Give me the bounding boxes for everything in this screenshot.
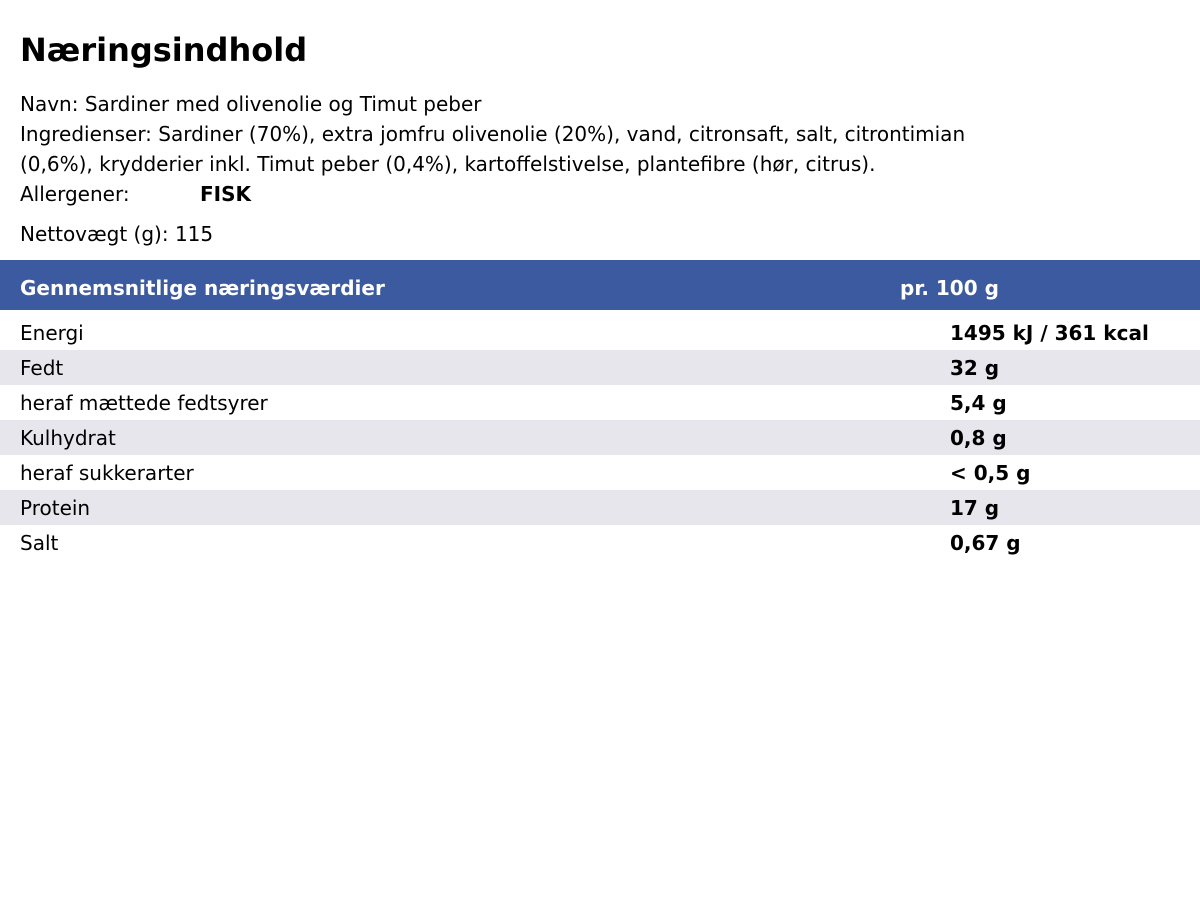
nutrient-value: 0,8 g <box>950 426 1007 450</box>
nutrient-name: Kulhydrat <box>20 426 116 450</box>
page-title: Næringsindhold <box>20 31 308 69</box>
allergens <box>20 179 252 209</box>
allergen-label: Allergener: <box>20 182 130 206</box>
table-row <box>0 525 1200 560</box>
table-row <box>0 455 1200 490</box>
nutrient-value: 17 g <box>950 496 1000 520</box>
nutrient-value: < 0,5 g <box>950 461 1031 485</box>
table-row <box>0 490 1200 525</box>
header-per: pr. 100 g <box>900 276 999 300</box>
nutrient-value: 1495 kJ / 361 kcal <box>950 321 1149 345</box>
nutrition-table-body <box>0 315 1200 560</box>
ingredients-line-2: (0,6%), krydderier inkl. Timut peber (0,4%), kartoffelstivelse, plantefibre (hør, citrus). <box>20 152 876 176</box>
nutrient-name: heraf sukkerarter <box>20 461 194 485</box>
nutrient-name: Energi <box>20 321 84 345</box>
ingredients-line-1: Ingredienser: Sardiner (70%), extra jomfru olivenolie (20%), vand, citronsaft, salt, citrontimian <box>20 122 966 146</box>
product-name: Navn: Sardiner med olivenolie og Timut peber <box>20 92 482 116</box>
nutrient-name: Fedt <box>20 356 64 380</box>
nutrition-table-header <box>0 260 1200 310</box>
allergen-value: FISK <box>200 182 252 206</box>
net-weight: Nettovægt (g): 115 <box>20 222 214 246</box>
nutrient-value: 32 g <box>950 356 1000 380</box>
table-row <box>0 315 1200 350</box>
table-row <box>0 350 1200 385</box>
nutrient-name: Protein <box>20 496 91 520</box>
table-row <box>0 385 1200 420</box>
table-row <box>0 420 1200 455</box>
nutrient-value: 0,67 g <box>950 531 1021 555</box>
nutrient-name: heraf mættede fedtsyrer <box>20 391 268 415</box>
nutrient-name: Salt <box>20 531 59 555</box>
header-label: Gennemsnitlige næringsværdier <box>20 276 385 300</box>
nutrient-value: 5,4 g <box>950 391 1007 415</box>
